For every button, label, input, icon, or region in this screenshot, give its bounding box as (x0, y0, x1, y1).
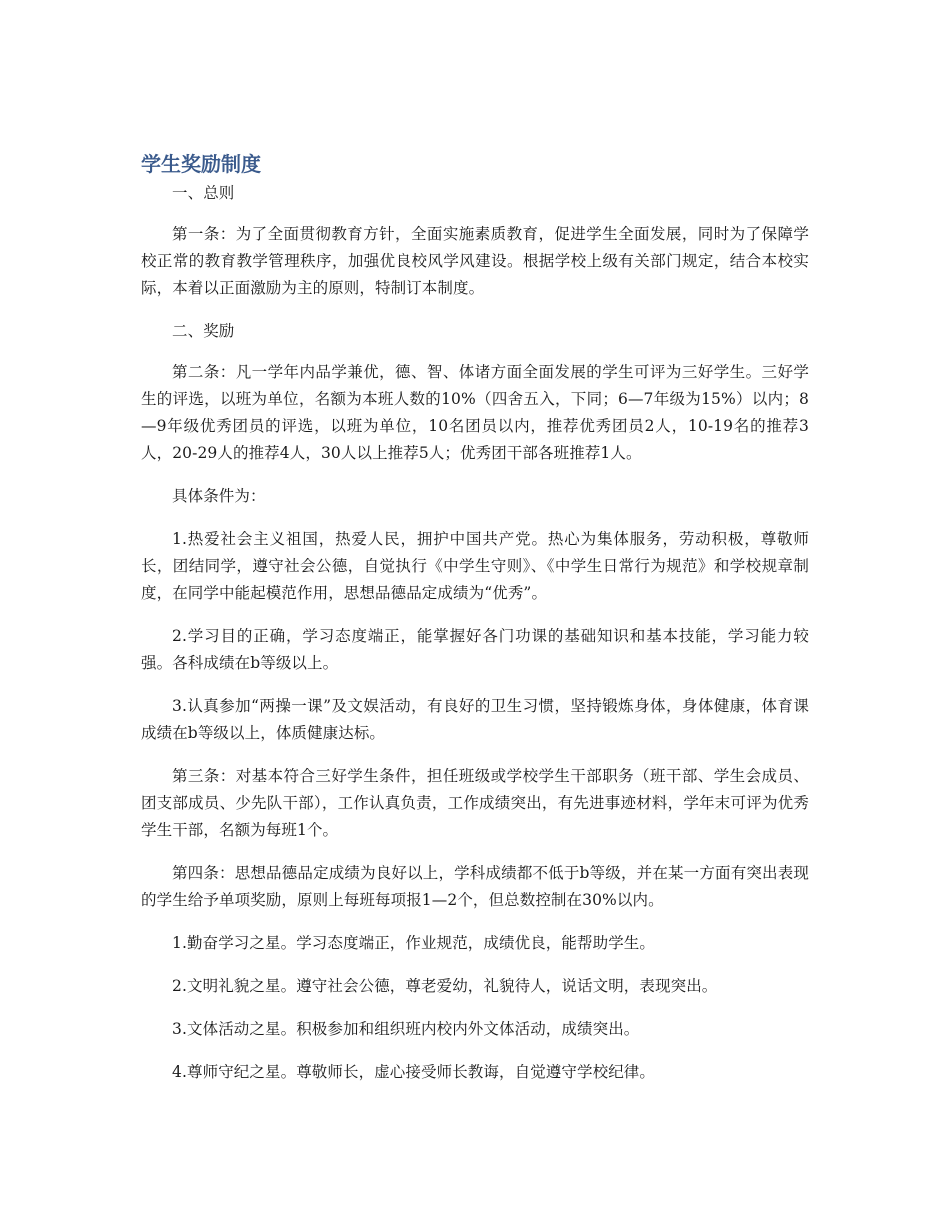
section-heading-general: 一、总则 (172, 184, 235, 202)
document-title: 学生奖励制度 (141, 152, 261, 176)
award-item-4: 4.尊师守纪之星。尊敬师长，虚心接受师长教诲，自觉遵守学校纪律。 (172, 1063, 655, 1081)
article-3-paragraph: 第三条：对基本符合三好学生条件，担任班级或学校学生干部职务（班干部、学生会成员、团支部成员、少先队干部），工作认真负责，工作成绩突出，有先进事迹材料，学年末可评为优秀学生干部，名额为每班1个。 (141, 767, 809, 839)
conditions-intro: 具体条件为： (172, 487, 266, 505)
award-item-3: 3.文体活动之星。积极参加和组织班内校内外文体活动，成绩突出。 (172, 1020, 640, 1038)
award-item-2: 2.文明礼貌之星。遵守社会公德，尊老爱幼，礼貌待人，说话文明，表现突出。 (172, 977, 718, 995)
condition-item-2: 2.学习目的正确，学习态度端正，能掌握好各门功课的基础知识和基本技能，学习能力较强。各科成绩在b等级以上。 (141, 627, 809, 672)
article-4-paragraph: 第四条：思想品德品定成绩为良好以上，学科成绩都不低于b等级，并在某一方面有突出表现的学生给予单项奖励，原则上每班每项报1—2个，但总数控制在30%以内。 (141, 864, 809, 909)
article-1-paragraph: 第一条：为了全面贯彻教育方针，全面实施素质教育，促进学生全面发展，同时为了保障学校正常的教育教学管理秩序，加强优良校风学风建设。根据学校上级有关部门规定，结合本校实际，本着以正面激励为主的原则，特制订本制度。 (141, 225, 809, 297)
section-heading-rewards: 二、奖励 (172, 322, 235, 340)
document-body (141, 180, 809, 1102)
condition-item-1: 1.热爱社会主义祖国，热爱人民，拥护中国共产党。热心为集体服务，劳动积极，尊敬师长，团结同学，遵守社会公德，自觉执行《中学生守则》、《中学生日常行为规范》和学校规章制度，在同学中能起模范作用，思想品德品定成绩为“优秀”。 (141, 530, 809, 602)
article-2-paragraph: 第二条：凡一学年内品学兼优，德、智、体诸方面全面发展的学生可评为三好学生。三好学生的评选，以班为单位，名额为本班人数的10%（四舍五入，下同；6—7年级为15%）以内；8—9年级优秀团员的评选，以班为单位，10名团员以内，推荐优秀团员2人，10-19名的推荐3人，20-29人的推荐4人，30人以上推荐5人；优秀团干部各班推荐1人。 (141, 363, 809, 462)
award-item-1: 1.勤奋学习之星。学习态度端正，作业规范，成绩优良，能帮助学生。 (172, 934, 655, 952)
condition-item-3: 3.认真参加“两操一课”及文娱活动，有良好的卫生习惯，坚持锻炼身体，身体健康，体育课成绩在b等级以上，体质健康达标。 (141, 697, 809, 742)
